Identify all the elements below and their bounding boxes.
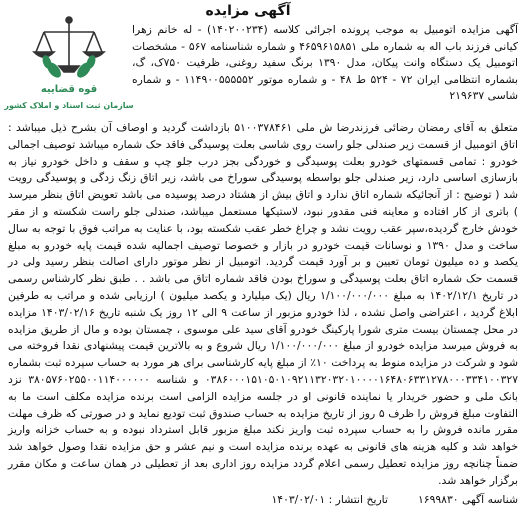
ad-number-label: شناسه آگهی bbox=[462, 492, 518, 506]
publish-date bbox=[271, 491, 388, 508]
lead-paragraph: آگهی مزایده اتومبیل به موجب پرونده اجرائی کلاسه (۱۴۰۲۰۰۲۳۴) - له خانم زهرا کیانی فرزند باب اله به شماره ملی ۴۶۵۹۶۱۵۸۵۱ و شماره شناسنامه ۵۶۷ - مشخصات اتومبیل یک دستگاه وانت پیکان، مدل ۱۳۹۰ برنگ سفید روغنی، ظرفیت ۷۵۰ک، گ، بشماره انتظامی ایران ۷۲ - ۵۲۴ ط ۴۸ - و شماره موتور ۱۱۴۹۰۰۵۵۵۵۵۲ - و شماره شاسی ۲۱۹۶۳۷ bbox=[132, 23, 519, 103]
ad-number-value: ۱۶۹۹۸۳۰ bbox=[417, 492, 459, 506]
notice-title: آگهی مزایده bbox=[205, 3, 291, 19]
publish-date-value: ۱۴۰۳/۰۲/۰۱ bbox=[271, 492, 326, 506]
body-paragraph: متعلق به آقای رمضان رضائی فرزندرضا ش ملی ۵۱۰۰۳۷۸۴۶۱ بازداشت گردید و اوصاف آن بشرح ذیل میباشد : اتاق اتومبیل از قسمت زیر صندلی جلو راست روی شاسی بعلت پوسیدگی فاقد حک شماره میباشد توصیف اجمالی خودرو : تمامی قسمتهای خودرو بعلت پوسیدگی و خوردگی بجز درب جلو چپ و سقف و داخل خودرو نیاز به بازسازی اساسی دارد، زیر صندلی جلو بواسطه پوسیدگی سوراخ می باشد، زیر اتاق زنگ زدگی و پوسیدگی رویت شد ( توضیح : از آنجائیکه شماره اتاق ندارد و اتاق بیش از هشتاد درصد پوسیده می باشد تعویض اتاق بنظر میرسد ) باتری از کار افتاده و معاینه فنی مقدور نبود، لاستیکها مستعمل میباشد، صندلی جلو راست شکسته و از مقر خودش خارج گردیده،سپر عقب رویت نشد و چراغ خطر عقب شکسته بود، با عنایت به مراتب فوق با توجه به سال ساخت و مدل ۱۳۹۰ و نوسانات قیمت خودرو در بازار و خصوصا توصیف اجمالیه شده قیمت پایه خودرو به مبلغ یکصد و ده میلیون تومان تعیین و بر آورد قیمت گردید. اتومبیل از نظر موتور دارای اصالت بنظر رسید ولی در قسمت حک شماره اتاق بعلت پوسیدگی و سوراخ بودن فاقد شماره اتاق می باشد . . طبق نظر کارشناس رسمی در تاریخ ۱۴۰۲/۱۲/۱ به مبلغ ۱/۱۰۰/۰۰۰/۰۰۰ ریال (یک میلیارد و یکصد میلیون ) ارزیابی شده و مراتب به طرفین ابلاغ گردید ، اعتراضی واصل نشده ، لذا خودرو مزبور از ساعت ۹ الی ۱۲ روز یک شنبه تاریخ ۱۴۰۳/۰۲/۱۶ مزایده در محل چمستان بیست متری شورا پارکینگ خودرو آقای سید علی موسوی ، چمستان بوده و مال از طریق مزایده به فروش میرسد مزایده خودرو از مبلغ ۱/۱۰۰/۰۰۰/۰۰۰ ریال شروع و به بالاترین قیمت پیشنهادی نقدا فروخته می شود و شرکت در مزایده منوط به پرداخت ۱۰٪ از مبلغ پایه کارشناسی برای هر مورد به حساب سپرده ثبت بشماره ۰۳۸۶۰۰۰۱۵۱۰۵۰۱۰۹۲۱۱۳۲۰۳۲۰۱۰۰۰۰۱۶۴۸۰۶۳۳۱۲۷۸۰۰۰۳۳۴۱۰۰۳۲۷ و شناسه ۳۸۰۵۷۶۰۲۵۵۰۰۱۱۴۰۰۰۰۰۰ نزد بانک ملی و حضور خریدار یا نماینده قانونی او در جلسه مزایده الزامی است برنده مزایده مکلف است ما به التفاوت مبلغ فروش را ظرف ۵ روز از تاریخ مزایده به حساب صندوق ثبت تودیع نماید و در صورتی که ظرف مهلت مقرر مانده فروش را به حساب سپرده ثبت واریز نکند مبلغ مزبور قابل استرداد نبوده و به حساب خزانه واریز خواهد شد و کلیه هزینه های قانونی به عهده برنده مزایده است و نیم عشر و حق مزایده نقدا وصول خواهد شد ضمناً چنانچه روز مزایده تعطیل رسمی اعلام گردد مزایده روز اداری بعد از تعطیلی در همان ساعت و مکان مقرر برگزار خواهد شد. bbox=[8, 121, 519, 487]
notice-header bbox=[4, 2, 519, 120]
judiciary-emblem-icon bbox=[4, 8, 134, 118]
notice-footer bbox=[8, 491, 518, 508]
ad-number bbox=[418, 491, 518, 508]
emblem-logo-text: قوه قضاییه bbox=[40, 84, 98, 95]
publish-date-label: تاریخ انتشار : bbox=[328, 492, 388, 506]
emblem-org-name: سازمان ثبت اسناد و املاک کشور bbox=[4, 101, 134, 110]
